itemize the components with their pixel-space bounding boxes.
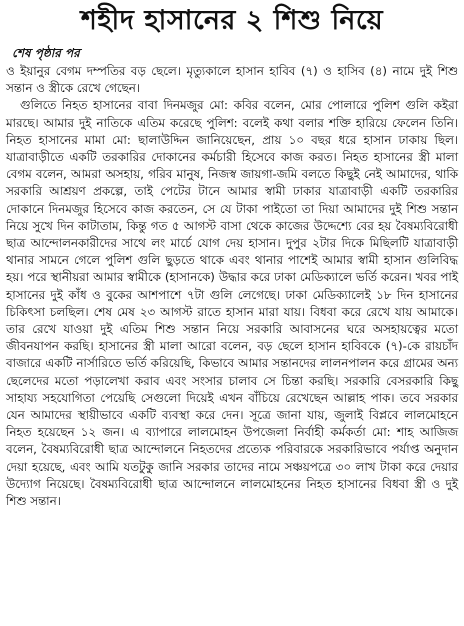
article-paragraph: গুলিতে নিহত হাসানের বাবা দিনমজুর মো: কবির বলেন, মোর পোলারে পুলিশ গুলি কইরা মারছে। আমার দুই নাতিকে এতিম করেছে পুলিশ: বলেই কথা বলার শক্তি হারিয়ে ফেলেন তিনি। নিহত হাসানের মামা মো: ছালাউদ্দিন জানিয়েছেন, প্রায় ১০ বছর ধরে হাসান ঢাকায় ছিল। যাত্রাবাড়ীতে একটি তরকারির দোকানের কর্মচারী হিসেবে কাজ করত। নিহত হাসানের স্ত্রী মালা বেগম বলেন, আমরা অসহায়, গরিব মানুষ, নিজস্ব জায়গা-জমি বলতে কিছুই নেই আমাদের, থাকি সরকারি আশ্রয়ণ প্রকল্পে, তাই পেটের টানে আমার স্বামী ঢাকার যাত্রাবাড়ী একটি তরকারির দোকানে দিনমজুর হিসেবে কাজ করতেন, সে যে টাকা পাইতো তা দিয়া আমাদের দুই শিশু সন্তান নিয়ে সুখে দিন কাটাতাম, কিন্তু গত ৫ আগস্ট বাসা থেকে কাজের উদ্দেশ্যে বের হয় বৈষম্যবিরোধী ছাত্র আন্দোলনকারীদের সাথে লং মার্চে যোগ দেয় হাসান। দুপুর ২টার দিকে মিছিলটি যাত্রাবাড়ী থানার সামনে গেলে পুলিশ গুলি ছুড়তে থাকে এবং থানার পাশেই আমার স্বামী হাসান গুলিবিদ্ধ হয়। পরে স্থানীয়রা আমার স্বামীকে (হাসানকে) উদ্ধার করে ঢাকা মেডিক্যালে ভর্তি করেন। খবর পাই হাসানের দুই কাঁধ ও বুকের আশপাশে ৭টা গুলি লেগেছে। ঢাকা মেডিক্যালেই ১৮ দিন হাসানের চিকিৎসা চলছিল। শেষ মেষ ২৩ আগস্ট রাতে হাসান মারা যায়। বিধবা করে রেখে যায় আমাকে। তার রেখে যাওয়া দুই এতিম শিশু সন্তান নিয়ে সরকারি আবাসনের ঘরে অসহায়ত্বের মতো জীবনযাপন করছি। হাসানের স্ত্রী মালা আরো বলেন, বড় ছেলে হাসান হাবিবকে (৭)-কে রায়চাঁদ বাজারে একটি নার্সারিতে ভর্তি করিয়েছি, কিভাবে আমার সন্তানদের লালনপালন করে গ্রামের অন্য ছেলেদের মতো পড়ালেখা করাব এবং সংসার চালাব সে চিন্তা করছি। সরকারি বেসরকারি কিছু সাহায্য সহযোগিতা পেয়েছি সেগুলো দিয়েই এখন বাঁচিয়ে রেখেছেন আল্লাহ পাক। তবে সরকার যেন আমাদের স্থায়ীভাবে একটি ব্যবস্থা করে দেন। সূত্রে জানা যায়, জুলাই বিপ্লবে লালমোহনে নিহত হয়েছেন ১২ জন। এ ব্যাপারে লালমোহন উপজেলা নির্বাহী কর্মকর্তা মো: শাহ আজিজ বলেন, বৈষম্যবিরোধী ছাত্র আন্দোলনে নিহতদের প্রত্যেক পরিবারকে সরকারিভাবে পর্যাপ্ত অনুদান দেয়া হয়েছে, এবং আমি যতটুকু জানি সরকার তাদের নামে সঞ্চয়পত্রে ৩০ লাখ টাকা করে দেয়ার উদ্যোগ নিয়েছে। বৈষম্যবিরোধী ছাত্র আন্দোলনে লালমোহনের নিহত হাসানের বিধবা স্ত্রী ও দুই শিশু সন্তান। — [6, 98, 458, 509]
article-headline: শহীদ হাসানের ২ শিশু নিয়ে — [80, 5, 384, 36]
article-paragraph: ও ইয়ানুর বেগম দম্পতির বড় ছেলে। মৃত্যুকালে হাসান হাবিব (৭) ও হাসিব (৪) নামে দুই শিশু সন্তান ও স্ত্রীকে রেখে গেছেন। — [6, 64, 458, 96]
continuation-label: শেষ পৃষ্ঠার পর — [12, 46, 80, 60]
article-body — [6, 63, 458, 510]
